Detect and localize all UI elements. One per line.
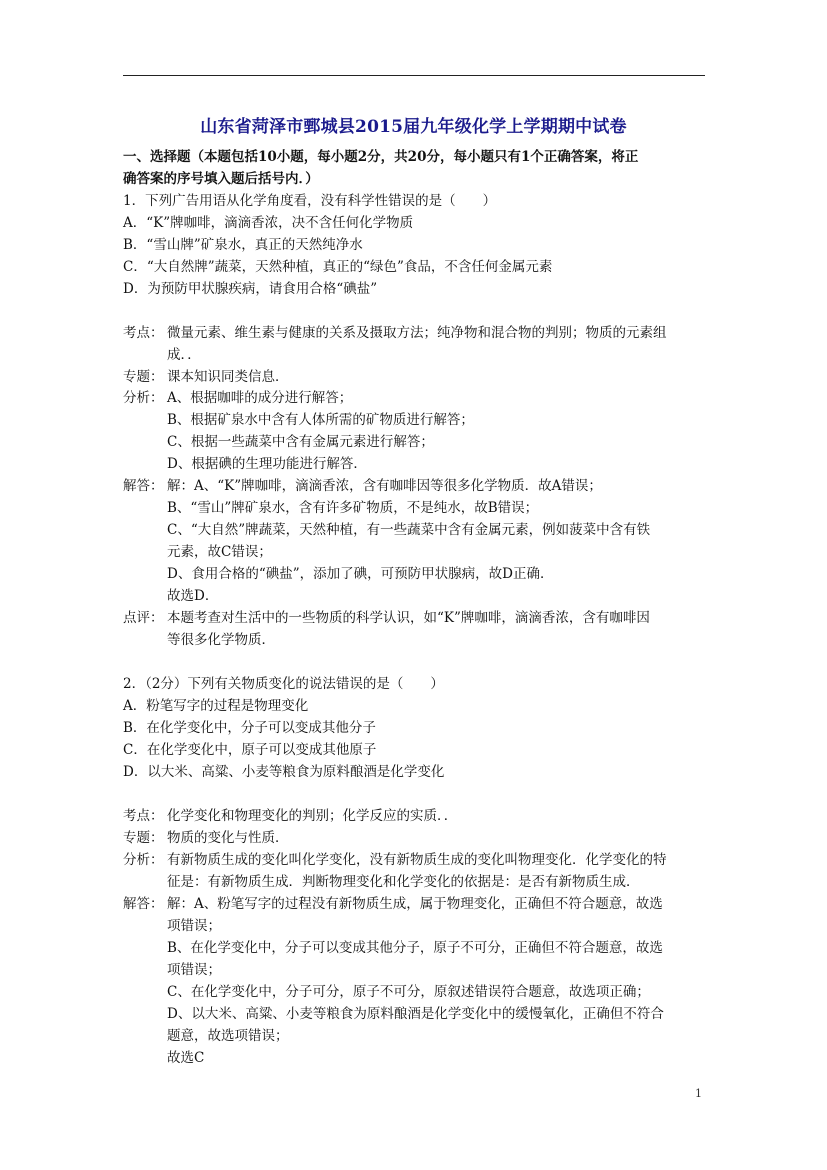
- q2-kaodian-text: 化学变化和物理变化的判别；化学反应的实质．．: [167, 808, 458, 824]
- q2-jieda-b-cont: 项错误；: [167, 962, 221, 978]
- q1-kaodian-label: 考点：: [123, 325, 164, 341]
- q1-jieda-label: 解答：: [123, 478, 164, 494]
- q1-fenxi-a: A、根据咖啡的成分进行解答；: [167, 390, 353, 406]
- q1-dianping-text-cont: 等很多化学物质．: [167, 632, 275, 648]
- section-heading-line2: 确答案的序号填入题后括号内．）: [123, 171, 319, 187]
- header-rule: [123, 75, 705, 76]
- q1-stem: 1．下列广告用语从化学角度看，没有科学性错误的是（ ）: [123, 193, 497, 209]
- q1-option-b: B．“雪山牌”矿泉水，真正的天然纯净水: [123, 237, 363, 253]
- q1-zhuanti-text: 课本知识同类信息．: [167, 369, 289, 385]
- q1-fenxi-d: D、根据碘的生理功能进行解答．: [167, 456, 367, 472]
- q2-answer: 故选C: [167, 1050, 205, 1066]
- q1-jieda-a: 解：A、“K”牌咖啡，滴滴香浓，含有咖啡因等很多化学物质．故A错误；: [167, 478, 602, 494]
- q1-jieda-c: C、“大自然”牌蔬菜，天然种植，有一些蔬菜中含有金属元素，例如菠菜中含有铁: [167, 522, 651, 538]
- q1-kaodian-text-cont: 成．．: [167, 347, 201, 363]
- q1-option-d: D．为预防甲状腺疾病，请食用合格“碘盐”: [123, 281, 378, 297]
- q2-option-c: C．在化学变化中，原子可以变成其他原子: [123, 742, 377, 758]
- q2-kaodian-label: 考点：: [123, 808, 164, 824]
- q2-jieda-c: C、在化学变化中，分子可分，原子不可分，原叙述错误符合题意，故选项正确；: [167, 984, 650, 1000]
- q2-fenxi-label: 分析：: [123, 852, 164, 868]
- q2-stem: 2．（2分）下列有关物质变化的说法错误的是（ ）: [123, 676, 444, 692]
- q2-fenxi-text-cont: 征是：有新物质生成．判断物理变化和化学变化的依据是：是否有新物质生成．: [167, 874, 640, 890]
- exam-title: 山东省菏泽市鄄城县2015届九年级化学上学期期中试卷: [200, 117, 627, 137]
- q2-zhuanti-text: 物质的变化与性质．: [167, 830, 289, 846]
- q2-option-d: D．以大米、高粱、小麦等粮食为原料酿酒是化学变化: [123, 764, 445, 780]
- q1-fenxi-c: C、根据一些蔬菜中含有金属元素进行解答；: [167, 434, 434, 450]
- q1-jieda-d: D、食用合格的“碘盐”，添加了碘，可预防甲状腺病，故D正确．: [167, 566, 554, 582]
- q1-dianping-text: 本题考查对生活中的一些物质的科学认识，如“K”牌咖啡，滴滴香浓，含有咖啡因: [167, 610, 650, 626]
- q2-jieda-b: B、在化学变化中，分子可以变成其他分子，原子不可分，正确但不符合题意，故选: [167, 940, 663, 956]
- q2-fenxi-text: 有新物质生成的变化叫化学变化，没有新物质生成的变化叫物理变化．化学变化的特: [167, 852, 667, 868]
- q2-option-b: B．在化学变化中，分子可以变成其他分子: [123, 720, 376, 736]
- q2-option-a: A．粉笔写字的过程是物理变化: [123, 698, 309, 714]
- q1-fenxi-label: 分析：: [123, 390, 164, 406]
- q2-jieda-a-cont: 项错误；: [167, 918, 221, 934]
- q2-jieda-label: 解答：: [123, 896, 164, 912]
- q2-jieda-d: D、以大米、高粱、小麦等粮食为原料酿酒是化学变化中的缓慢氧化，正确但不符合: [167, 1006, 664, 1022]
- q1-option-a: A．“K”牌咖啡，滴滴香浓，决不含任何化学物质: [123, 215, 414, 231]
- q1-option-c: C．“大自然牌”蔬菜，天然种植，真正的“绿色”食品，不含任何金属元素: [123, 259, 553, 275]
- q1-fenxi-b: B、根据矿泉水中含有人体所需的矿物质进行解答；: [167, 412, 474, 428]
- q1-kaodian-text: 微量元素、维生素与健康的关系及摄取方法；纯净物和混合物的判别；物质的元素组: [167, 325, 667, 341]
- q2-jieda-a: 解：A、粉笔写字的过程没有新物质生成，属于物理变化，正确但不符合题意，故选: [167, 896, 663, 912]
- q2-zhuanti-label: 专题：: [123, 830, 164, 846]
- q1-jieda-c-cont: 元素，故C错误；: [167, 544, 272, 560]
- q1-dianping-label: 点评：: [123, 610, 164, 626]
- q2-jieda-d-cont: 题意，故选项错误；: [167, 1028, 289, 1044]
- q1-answer: 故选D．: [167, 588, 219, 604]
- q1-jieda-b: B、“雪山”牌矿泉水，含有许多矿物质，不是纯水，故B错误；: [167, 500, 539, 516]
- page-number: 1: [695, 1087, 702, 1100]
- q1-zhuanti-label: 专题：: [123, 369, 164, 385]
- section-heading-line1: 一、选择题（本题包括10小题，每小题2分，共20分，每小题只有1个正确答案，将正: [123, 149, 639, 165]
